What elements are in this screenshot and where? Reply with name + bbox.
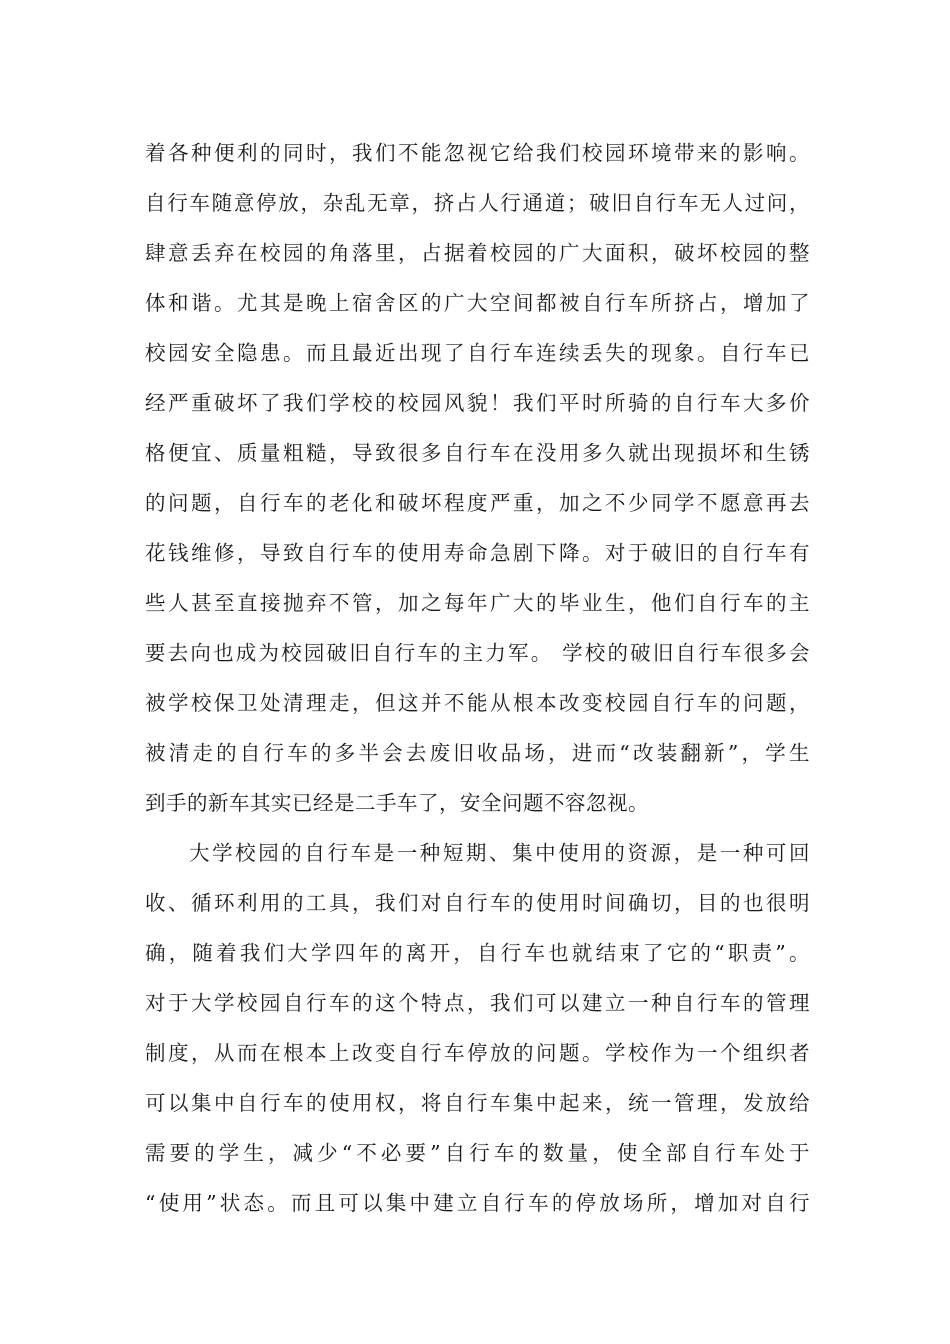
text-line: 需要的学生，减少“不必要”自行车的数量，使全部自行车处于	[145, 1141, 810, 1165]
text-line: 对于大学校园自行车的这个特点，我们可以建立一种自行车的管理	[145, 991, 810, 1015]
text-line: 确，随着我们大学四年的离开，自行车也就结束了它的“职责”。	[145, 941, 810, 965]
text-line: 格便宜、质量粗糙，导致很多自行车在没用多久就出现损坏和生锈	[145, 441, 810, 465]
text-line: 肆意丢弃在校园的角落里，占据着校园的广大面积，破坏校园的整	[145, 241, 810, 265]
text-line: 到手的新车其实已经是二手车了，安全问题不容忽视。	[145, 791, 649, 815]
text-line: 校园安全隐患。而且最近出现了自行车连续丢失的现象。自行车已	[145, 341, 810, 365]
text-line: 体和谐。尤其是晚上宿舍区的广大空间都被自行车所挤占，增加了	[145, 291, 810, 315]
text-line: 经严重破坏了我们学校的校园风貌！我们平时所骑的自行车大多价	[145, 391, 810, 415]
text-line: 制度，从而在根本上改变自行车停放的问题。学校作为一个组织者	[145, 1041, 810, 1065]
text-line: 收、循环利用的工具，我们对自行车的使用时间确切，目的也很明	[145, 891, 810, 915]
text-line: 自行车随意停放，杂乱无章，挤占人行通道；破旧自行车无人过问，	[145, 191, 810, 215]
text-line: 花钱维修，导致自行车的使用寿命急剧下降。对于破旧的自行车有	[145, 541, 810, 565]
text-line: 的问题，自行车的老化和破坏程度严重，加之不少同学不愿意再去	[145, 491, 810, 515]
text-line: 可以集中自行车的使用权，将自行车集中起来，统一管理，发放给	[145, 1091, 810, 1115]
document-body	[145, 128, 810, 1228]
text-line: 要去向也成为校园破旧自行车的主力军。 学校的破旧自行车很多会	[145, 641, 810, 665]
paragraph-first-line: 大学校园的自行车是一种短期、集中使用的资源，是一种可回	[189, 841, 810, 865]
text-line: 被学校保卫处清理走，但这并不能从根本改变校园自行车的问题，	[145, 691, 810, 715]
text-line: “使用”状态。而且可以集中建立自行车的停放场所，增加对自行	[145, 1191, 810, 1215]
text-line: 着各种便利的同时，我们不能忽视它给我们校园环境带来的影响。	[145, 141, 810, 165]
text-line: 些人甚至直接抛弃不管，加之每年广大的毕业生，他们自行车的主	[145, 591, 810, 615]
text-line: 被清走的自行车的多半会去废旧收品场，进而“改装翻新”，学生	[145, 741, 810, 765]
